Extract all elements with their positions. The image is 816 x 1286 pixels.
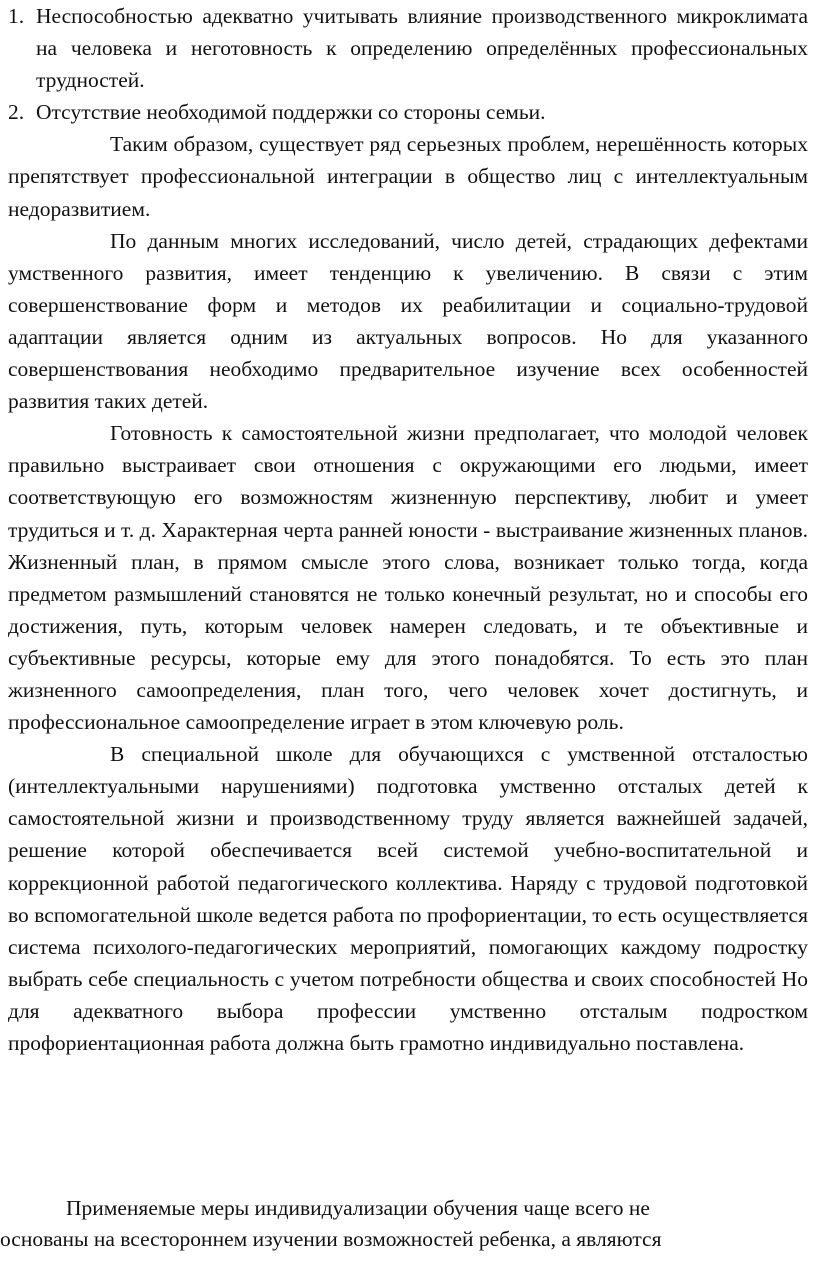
list-item-text: Неспособностью адекватно учитывать влияние производственного микроклимата на человека и неготовность к определению определённых профессиональных трудностей. bbox=[36, 4, 808, 93]
paragraph-individualization bbox=[0, 1193, 816, 1255]
list-item bbox=[8, 0, 808, 96]
list-item-text: Отсутствие необходимой поддержки со стороны семьи. bbox=[36, 100, 546, 125]
paragraph-conclusion: Таким образом, существует ряд серьезных проблем, нерешённость которых препятствует профессиональной интеграции в общество лиц с интеллектуальным недоразвитием. bbox=[8, 132, 808, 221]
list-item-number: 2. bbox=[8, 100, 25, 125]
numbered-list bbox=[8, 0, 808, 128]
paragraph-readiness: Готовность к самостоятельной жизни предполагает, что молодой человек правильно выстраивает свои отношения с окружающими его людьми, имеет соответствующую его возможностям жизненную перспективу, любит и умеет трудиться и т. д. Характерная черта ранней юности - выстраивание жизненных планов. Жизненный план, в прямом смысле этого слова, возникает только тогда, когда предметом размышлений становятся не только конечный результат, но и способы его достижения, путь, которым человек намерен следовать, и те объективные и субъективные ресурсы, которые ему для этого понадобятся. То есть это план жизненного самоопределения, план того, чего человек хочет достигнуть, и профессиональное самоопределение играет в этом ключевую роль. bbox=[8, 421, 808, 735]
paragraph-research-data: По данным многих исследований, число детей, страдающих дефектами умственного развития, имеет тенденцию к увеличению. В связи с этим совершенствование форм и методов их реабилитации и социально-трудовой адаптации является одним из актуальных вопросов. Но для указанного совершенствования необходимо предварительное изучение всех особенностей развития таких детей. bbox=[8, 228, 808, 414]
text-line: основаны на всестороннем изучении возможностей ребенка, а являются bbox=[0, 1227, 662, 1251]
list-item bbox=[8, 96, 808, 128]
list-item-number: 1. bbox=[8, 4, 25, 28]
paragraph-special-school: В специальной школе для обучающихся с умственной отсталостью (интеллектуальными нарушениями) подготовка умственно отсталых детей к самостоятельной жизни и производственному труду является важнейшей задачей, решение которой обеспечивается всей системой учебно-воспитательной и коррекционной работой педагогического коллектива. Наряду с трудовой подготовкой во вспомогательной школе ведется работа по профориентации, то есть осуществляется система психолого-педагогических мероприятий, помогающих каждому подростку выбрать себе специальность с учетом потребности общества и своих способностей Но для адекватного выбора профессии умственно отсталым подростком профориентационная работа должна быть грамотно индивидуально поставлена. bbox=[8, 742, 808, 1055]
document-body bbox=[8, 0, 808, 1059]
text-line: Применяемые меры индивидуализации обучения чаще всего не bbox=[66, 1196, 650, 1220]
